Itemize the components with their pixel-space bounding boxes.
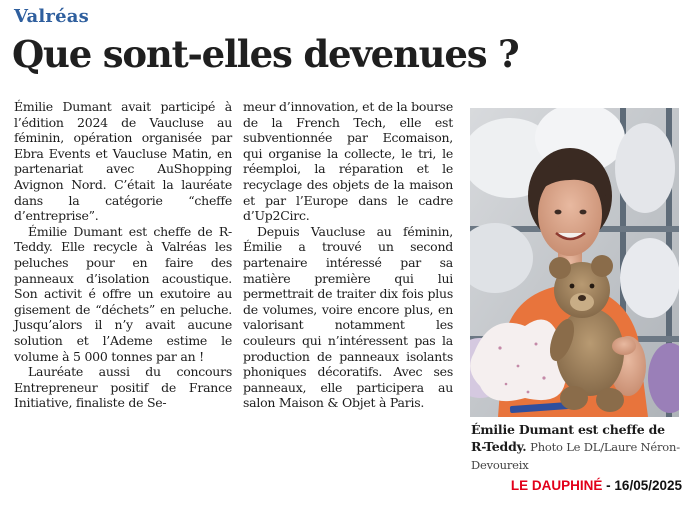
separator: - — [602, 478, 615, 493]
paragraph-4: meur d’innovation, et de la bourse de la French Tech, elle est subventionnée par Ecomaison, qui organise la collecte, le tri, le réemploi, la réparation et le recyclage des objets de la maison et par l’Europe dans le cadre d’Up2Circ. — [243, 99, 453, 224]
article-photo — [470, 108, 679, 417]
paragraph-2: Émilie Dumant est cheffe de R-Teddy. Elle recycle à Valréas les peluches pour en faire des panneaux d’isolation acoustique. Son activit é offre un exutoire au gisement de “déchets” en peluche. Jusqu’alors il n’y avait aucune solution et l’Ademe estime le volume à 5 000 tonnes par an ! — [14, 223, 232, 364]
caption-bold: Émilie Dumant est cheffe de R-Teddy. — [471, 422, 665, 454]
photo-illustration — [470, 108, 679, 417]
publication-name: LE DAUPHINÉ — [510, 478, 603, 493]
photo-caption — [471, 421, 683, 474]
paragraph-5: Depuis Vaucluse au féminin, Émilie a trouvé un second partenaire intéressé par sa matière première qui lui permettrait de traiter dix fois plus de volumes, voire encore plus, en valorisant notamment les couleurs qui n’intéressent pas la production de panneaux isolants phoniques décoratifs. Avec ses panneaux, elle participera au salon Maison & Objet à Paris. — [243, 223, 453, 411]
article-column-2 — [243, 99, 453, 411]
photo-credit: Photo Le DL/Laure Néron-Devoureix — [471, 440, 680, 472]
article-column-1 — [14, 99, 232, 411]
paragraph-3: Lauréate aussi du concours Entrepreneur positif de France Initiative, finaliste de Se- — [14, 364, 232, 411]
paragraph-1: Émilie Dumant avait participé à l’édition 2024 de Vaucluse au féminin, opération organisée par Ebra Events et Vaucluse Matin, en partenariat avec AuShopping Avignon Nord. C’était la lauréate dans la catégorie “cheffe d’entreprise”. — [14, 99, 232, 224]
publication-date: 16/05/2025 — [614, 478, 682, 493]
source-line — [511, 478, 682, 493]
section-kicker: Valréas — [14, 6, 89, 27]
headline: Que sont-elles devenues ? — [12, 32, 519, 76]
